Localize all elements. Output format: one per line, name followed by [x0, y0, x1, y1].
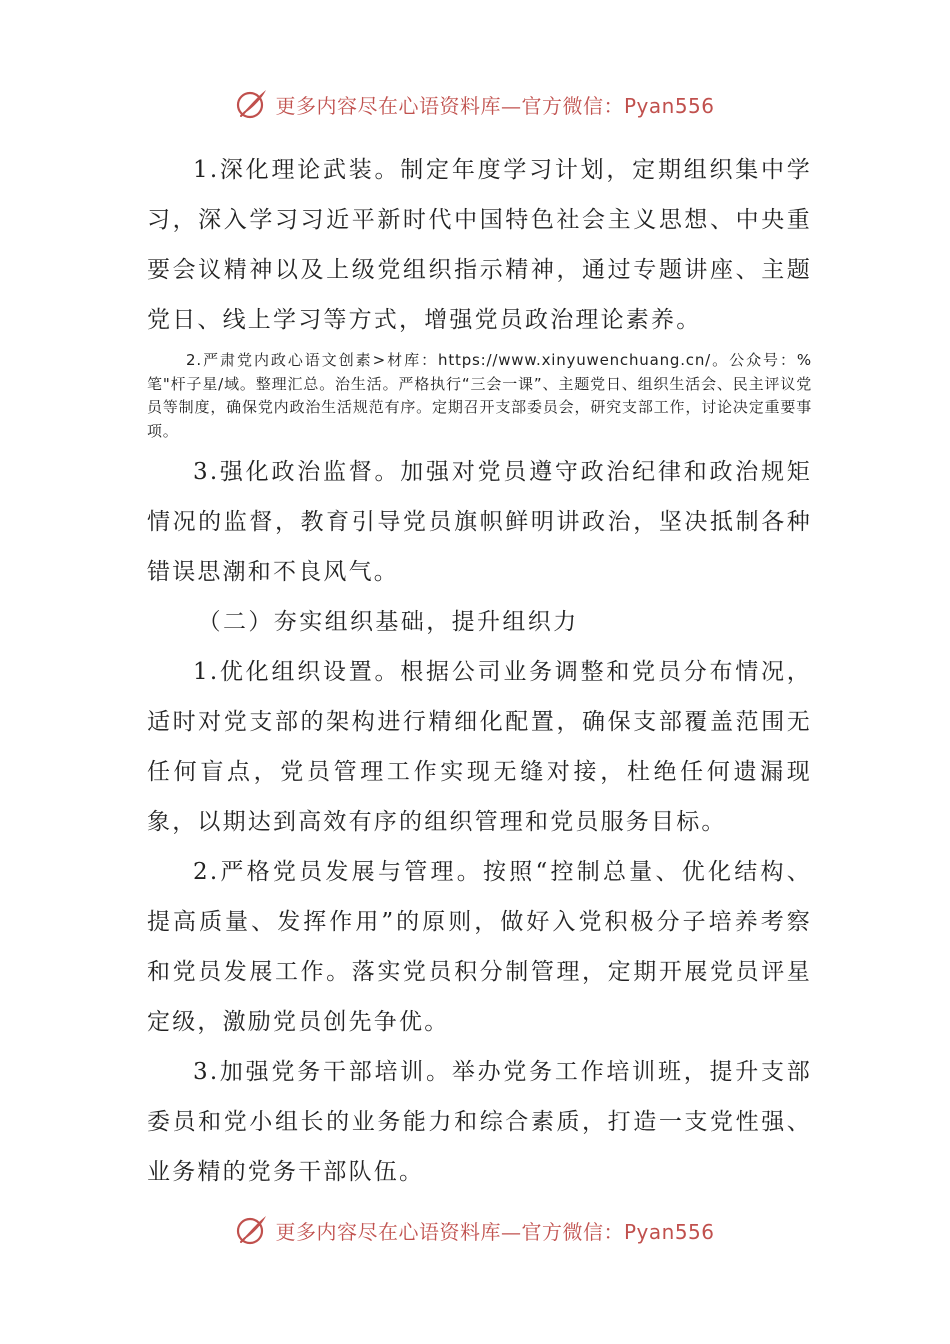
quill-logo-icon	[235, 1213, 269, 1247]
quill-logo-icon	[235, 87, 269, 121]
watermark-banner-bottom	[0, 1210, 950, 1250]
paragraph-1: 1.深化理论武装。制定年度学习计划，定期组织集中学习，深入学习习近平新时代中国特色社会主义思想、中央重要会议精神以及上级党组织指示精神，通过专题讲座、主题党日、线上学习等方式，增强党员政治理论素养。	[147, 157, 812, 333]
paragraph-5: 1.优化组织设置。根据公司业务调整和党员分布情况，适时对党支部的架构进行精细化配置，确保支部覆盖范围无任何盲点，党员管理工作实现无缝对接，杜绝任何遗漏现象，以期达到高效有序的组织管理和党员服务目标。	[147, 659, 812, 835]
paragraph-2-small: 2.严肃党内政心语文创素>材库：https://www.xinyuwenchuang.cn/。公众号：%笔"杆子星/域。整理汇总。治生活。严格执行“三会一课”、主题党日、组织生活会、民主评议党员等制度，确保党内政治生活规范有序。定期召开支部委员会，研究支部工作，讨论决定重要事项。	[147, 351, 812, 440]
paragraph-7: 3.加强党务干部培训。举办党务工作培训班，提升支部委员和党小组长的业务能力和综合素质，打造一支党性强、业务精的党务干部队伍。	[147, 1059, 812, 1185]
document-body	[147, 145, 812, 1197]
watermark-banner-top	[0, 84, 950, 124]
paragraph-3: 3.强化政治监督。加强对党员遵守政治纪律和政治规矩情况的监督，教育引导党员旗帜鲜明讲政治，坚决抵制各种错误思潮和不良风气。	[147, 459, 812, 585]
section-heading: （二）夯实组织基础，提升组织力	[197, 609, 579, 635]
paragraph-6: 2.严格党员发展与管理。按照“控制总量、优化结构、提高质量、发挥作用”的原则，做好入党积极分子培养考察和党员发展工作。落实党员积分制管理，定期开展党员评星定级，激励党员创先争优。	[147, 859, 812, 1035]
watermark-text: 更多内容尽在心语资料库—官方微信：Pyan556	[275, 93, 715, 118]
watermark-text: 更多内容尽在心语资料库—官方微信：Pyan556	[275, 1219, 715, 1244]
